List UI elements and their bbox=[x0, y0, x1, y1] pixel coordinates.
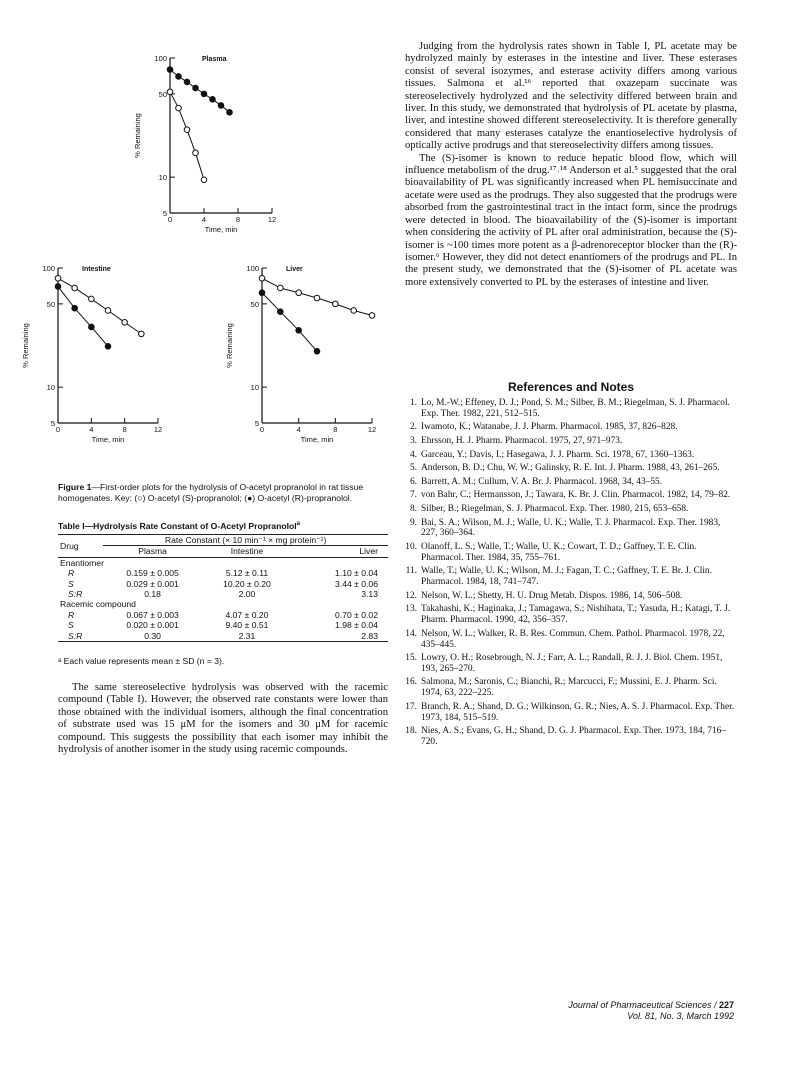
y-tick-label: 10 bbox=[250, 383, 259, 393]
reference-item bbox=[405, 566, 737, 588]
reference-item bbox=[405, 477, 737, 488]
y-tick-label: 5 bbox=[254, 419, 259, 428]
reference-number: 12. bbox=[405, 590, 417, 601]
section-racemic: Racemic compound bbox=[60, 599, 136, 610]
data-point-filled bbox=[55, 284, 61, 290]
x-tick-label: 0 bbox=[167, 215, 173, 224]
reference-number: 7. bbox=[409, 490, 417, 501]
reference-item bbox=[405, 518, 737, 540]
data-point-open bbox=[296, 290, 302, 296]
y-axis-label: % Remaining bbox=[225, 323, 234, 368]
paragraph: Judging from the hydrolysis rates shown in Table I, PL acetate may be hydrolyzed mainly by esterases in the intestine and liver. These esterases consist of several isozymes, and esterase activity differs among various tissues. Salmona et al.¹⁶ reported that oxazepam succinate was stereoselectively hydrolyzed and the selectivity differed between brain and liver. In this study, we demonstrated that hydrolysis of PL acetate by plasma, liver, and intestine showed different stereoselectivity. It is therefore generally considered that many esterases catalyze the enantioselective hydrolysis of optically active prodrugs and that stereoselectivity differs among tissues. bbox=[405, 41, 737, 152]
rate-constant-table bbox=[58, 534, 388, 642]
reference-text: Nies, A. S.; Evans, G. H.; Shand, D. G. J. Pharmacol. Exp. Ther. 1973, 184, 716–720. bbox=[421, 726, 727, 748]
reference-text: Branch, R. A.; Shand, D. G.; Wilkinson, G. R.; Nies, A. S. J. Pharmacol. Exp. Ther. 1973, 184, 515–519. bbox=[421, 701, 735, 723]
reference-item bbox=[405, 591, 737, 602]
series-segment bbox=[187, 130, 196, 153]
reference-item bbox=[405, 398, 737, 420]
reference-number: 11. bbox=[405, 566, 417, 577]
data-point-open bbox=[351, 308, 357, 314]
data-point-filled bbox=[259, 290, 265, 296]
data-point-filled bbox=[296, 327, 302, 333]
reference-text: Bai, S. A.; Wilson, M. J.; Walle, U. K.; Walle, T. J. Pharmacol. Exp. Ther. 1983, 227, 360–364. bbox=[421, 517, 721, 539]
x-tick-label: 12 bbox=[367, 425, 377, 434]
x-tick-label: 0 bbox=[259, 425, 265, 434]
y-tick-label: 50 bbox=[46, 299, 55, 309]
y-tick-label: 10 bbox=[46, 383, 55, 393]
reference-number: 15. bbox=[405, 653, 417, 664]
x-axis-label: Time, min bbox=[300, 435, 334, 444]
y-tick-label: 10 bbox=[158, 173, 167, 183]
data-point-filled bbox=[167, 67, 173, 73]
paragraph: The (S)-isomer is known to reduce hepatic blood flow, which will influence metabolism of the drug.¹⁷˒¹⁸ Anderson et al.⁵ suggested that the oral bioavailability of PL was significantly increased when PL hemisuccinate and acetate were used as the prodrugs. They also suggested that the prodrugs were absorbed from the gastrointestinal tract in the intact form, since the prodrugs were detected in blood. The bioavailability of the (S)-isomer is important when considering the activity of PL after oral administration, because the (S)-isomer is ~100 times more potent as a β-adrenoreceptor blocker than the (R)-isomer.⁶ However, they did not detect enantiomers of the prodrugs and PL. In the present study, we demonstrated that the (S)-isomer of PL acetate was more extensively converted to PL by the esterases of intestine and liver. bbox=[405, 152, 737, 288]
x-axis-label: Time, min bbox=[91, 435, 125, 444]
y-axis-label: % Remaining bbox=[133, 113, 142, 158]
caption-label: Figure 1 bbox=[58, 482, 92, 492]
panel-title: Intestine bbox=[82, 266, 111, 273]
reference-number: 16. bbox=[405, 677, 417, 688]
table-row: S 0.029 ± 0.001 10.20 ± 0.20 3.44 ± 0.06 bbox=[68, 578, 378, 589]
data-point-filled bbox=[72, 305, 78, 311]
data-point-open bbox=[105, 308, 111, 314]
reference-number: 13. bbox=[405, 604, 417, 615]
x-tick-label: 8 bbox=[122, 425, 127, 434]
reference-item bbox=[405, 504, 737, 515]
x-tick-label: 4 bbox=[89, 425, 94, 434]
references-list bbox=[405, 398, 737, 751]
x-tick-label: 4 bbox=[201, 215, 207, 224]
reference-text: Anderson, B. D.; Chu, W. W.; Galinsky, R. E. Int. J. Pharm. 1988, 43, 261–265. bbox=[421, 463, 720, 474]
series-segment bbox=[179, 108, 188, 130]
reference-text: Takahashi, K.; Haginaka, J.; Tamagawa, S.; Nishihata, T.; Yasuda, H.; Katagi, T. J. Pharm. Pharmacol. 1990, 42, 356–357. bbox=[421, 604, 731, 626]
table-row: R 0.159 ± 0.005 5.12 ± 0.11 1.10 ± 0.04 bbox=[68, 568, 378, 579]
x-tick-label: 8 bbox=[235, 215, 241, 224]
reference-number: 10. bbox=[405, 541, 417, 552]
reference-text: Garceau, Y.; Davis, I.; Hasegawa, J. J. Pharm. Sci. 1978, 67, 1360–1363. bbox=[421, 449, 695, 460]
reference-item bbox=[405, 726, 737, 748]
x-tick-label: 12 bbox=[267, 215, 277, 224]
data-point-open bbox=[72, 285, 78, 291]
reference-item bbox=[405, 702, 737, 724]
reference-number: 6. bbox=[409, 476, 417, 487]
caption-text: —First-order plots for the hydrolysis of O-acetyl propranolol in rat tissue homogenates. Key: (○) O-acetyl (S)-propranolol; (●) O-acetyl (R)-propranolol. bbox=[58, 482, 364, 503]
y-tick-label: 50 bbox=[158, 89, 167, 99]
table-row: S:R 0.18 2.00 3.13 bbox=[68, 589, 378, 600]
reference-item bbox=[405, 653, 737, 675]
reference-item bbox=[405, 490, 737, 501]
y-tick-label: 100 bbox=[154, 54, 167, 63]
x-axis-label: Time, min bbox=[204, 225, 238, 234]
reference-number: 17. bbox=[405, 701, 417, 712]
reference-number: 1. bbox=[409, 398, 417, 408]
journal-issue: Vol. 81, No. 3, March 1992 bbox=[627, 1011, 734, 1021]
x-tick-label: 0 bbox=[55, 425, 61, 434]
reference-number: 8. bbox=[409, 503, 417, 514]
table-row: S:R 0.30 2.31 2.83 bbox=[58, 631, 388, 642]
data-point-open bbox=[139, 331, 145, 337]
data-point-filled bbox=[89, 324, 95, 330]
reference-item bbox=[405, 450, 737, 461]
data-point-filled bbox=[105, 344, 111, 350]
data-point-filled bbox=[278, 309, 284, 315]
paragraph: The same stereoselective hydrolysis was observed with the racemic compound (Table I). However, the observed rate constants were lower than those obtained with the individual isomers, although the final concentration of substrate used was 15 μM for the isomers and 30 μM for racemic compound. This suggests the possibility that each isomer may inhibit the hydrolysis of another isomer in the study using racemic compounds. bbox=[58, 682, 388, 756]
reference-item bbox=[405, 436, 737, 447]
data-point-filled bbox=[227, 110, 233, 116]
reference-number: 2. bbox=[409, 422, 417, 433]
journal-name: Journal of Pharmaceutical Sciences / bbox=[568, 1000, 719, 1010]
body-right-column bbox=[405, 41, 737, 289]
figure-1 bbox=[0, 38, 380, 483]
table-row: R 0.067 ± 0.003 4.07 ± 0.20 0.70 ± 0.02 bbox=[68, 609, 378, 620]
data-point-open bbox=[89, 296, 95, 302]
reference-number: 4. bbox=[409, 449, 417, 460]
data-point-open bbox=[314, 295, 320, 301]
col-drug: Drug bbox=[58, 535, 103, 558]
reference-item bbox=[405, 604, 737, 626]
reference-text: Walle, T.; Walle, U. K.; Wilson, M. J.; Fagan, T. C.; Gaffney, T. E. Br. J. Clin. Pharmacol. 1984, 18, 741–747. bbox=[421, 566, 712, 588]
data-point-open bbox=[184, 127, 190, 133]
series-segment bbox=[91, 327, 108, 346]
data-point-filled bbox=[184, 79, 190, 85]
data-point-filled bbox=[193, 85, 199, 91]
references-heading: References and Notes bbox=[507, 380, 635, 394]
data-point-open bbox=[201, 177, 207, 183]
data-point-open bbox=[278, 285, 284, 291]
reference-text: Silber, B.; Riegelman, S. J. Pharmacol. Exp. Ther. 1980, 215, 653–658. bbox=[421, 503, 689, 514]
reference-number: 18. bbox=[405, 726, 417, 737]
data-point-open bbox=[176, 105, 182, 111]
reference-number: 3. bbox=[409, 435, 417, 446]
col-plasma: Plasma bbox=[138, 546, 167, 557]
reference-number: 14. bbox=[405, 628, 417, 639]
data-point-open bbox=[369, 313, 375, 319]
reference-text: Ehrsson, H. J. Pharm. Pharmacol. 1975, 27, 971–973. bbox=[421, 435, 623, 446]
series-segment bbox=[280, 312, 298, 331]
reference-text: von Bahr, C.; Hermansson, J.; Tawara, K. Br. J. Clin. Pharmacol. 1982, 14, 79–82. bbox=[421, 490, 731, 501]
data-point-filled bbox=[176, 74, 182, 80]
data-point-open bbox=[167, 89, 173, 95]
data-point-filled bbox=[210, 97, 216, 103]
reference-text: Lo, M.-W.; Effeney, D. J.; Pond, S. M.; Silber, B. M.; Riegelman, S. J. Pharmacol. Exp. Ther. 1982, 221, 512–515. bbox=[421, 398, 730, 419]
table-title: Table I—Hydrolysis Rate Constant of O-Acetyl Propranolol$^a$ bbox=[58, 521, 300, 531]
reference-text: Barrett, A. M.; Cullum, V. A. Br. J. Pharmacol. 1968, 34, 43–55. bbox=[421, 476, 663, 487]
y-tick-label: 5 bbox=[162, 209, 167, 218]
journal-footer bbox=[568, 1000, 734, 1022]
y-tick-label: 5 bbox=[50, 419, 55, 428]
x-tick-label: 4 bbox=[296, 425, 301, 434]
panel-title: Liver bbox=[286, 266, 303, 273]
reference-text: Lowry, O. H.; Rosebrough, N. J.; Farr, A. L.; Randall, R. J. J. Biol. Chem. 1951, 193, 265–270. bbox=[421, 653, 723, 674]
reference-item bbox=[405, 422, 737, 433]
y-axis-label: % Remaining bbox=[21, 323, 30, 368]
reference-item bbox=[405, 677, 737, 699]
series-segment bbox=[75, 308, 92, 327]
reference-item bbox=[405, 629, 737, 651]
data-point-open bbox=[55, 275, 61, 281]
reference-text: Olanoff, L. S.; Walle, T.; Walle, U. K.; Cowart, T. D.; Gaffney, T. E. Clin. Pharmacol. Ther. 1984, 35, 755–761. bbox=[421, 541, 697, 563]
y-tick-label: 100 bbox=[42, 264, 55, 273]
reference-text: Nelson, W. L.; Shetty, H. U. Drug Metab. Dispos. 1986, 14, 506–508. bbox=[421, 590, 683, 601]
data-point-open bbox=[122, 320, 128, 326]
page-number: 227 bbox=[718, 1000, 734, 1010]
section-enantiomer: Enantiomer bbox=[60, 557, 104, 568]
reference-text: Iwamoto, K.; Watanabe, J. J. Pharm. Pharmacol. 1985, 37, 826–828. bbox=[421, 422, 678, 433]
col-liver: Liver bbox=[359, 546, 378, 557]
reference-item bbox=[405, 463, 737, 474]
col-intestine: Intestine bbox=[230, 546, 264, 557]
reference-number: 9. bbox=[409, 517, 417, 528]
body-left-column bbox=[58, 682, 388, 756]
x-tick-label: 12 bbox=[153, 425, 163, 434]
series-segment bbox=[299, 330, 317, 351]
reference-text: Nelson, W. L.; Walker, R. B. Res. Commun. Chem. Pathol. Pharmacol. 1978, 22, 435–445. bbox=[421, 628, 725, 650]
data-point-open bbox=[333, 301, 339, 307]
reference-text: Salmona, M.; Saronis, C.; Bianchi, R.; Marcucci, F.; Mussini, E. J. Pharm. Sci. 1974, 63, 222–225. bbox=[421, 677, 717, 699]
data-point-open bbox=[193, 150, 199, 156]
data-point-filled bbox=[218, 103, 224, 109]
x-tick-label: 8 bbox=[333, 425, 338, 434]
reference-number: 5. bbox=[409, 463, 417, 474]
data-point-open bbox=[259, 275, 265, 281]
data-point-filled bbox=[314, 348, 320, 354]
table-footnote: ᵃ Each value represents mean ± SD (n = 3). bbox=[58, 656, 225, 666]
reference-item bbox=[405, 542, 737, 564]
figure-caption bbox=[58, 482, 388, 503]
table-row: S 0.020 ± 0.001 9.40 ± 0.51 1.98 ± 0.04 bbox=[68, 620, 378, 631]
col-group: Rate Constant (× 10 min⁻¹ × mg protein⁻¹) bbox=[103, 535, 388, 546]
table-title-mark: a bbox=[296, 521, 300, 528]
y-tick-label: 50 bbox=[250, 299, 259, 309]
series-segment bbox=[196, 153, 205, 180]
panel-title: Plasma bbox=[202, 56, 227, 63]
series-segment bbox=[262, 293, 280, 312]
data-point-filled bbox=[201, 91, 207, 97]
y-tick-label: 100 bbox=[246, 264, 259, 273]
